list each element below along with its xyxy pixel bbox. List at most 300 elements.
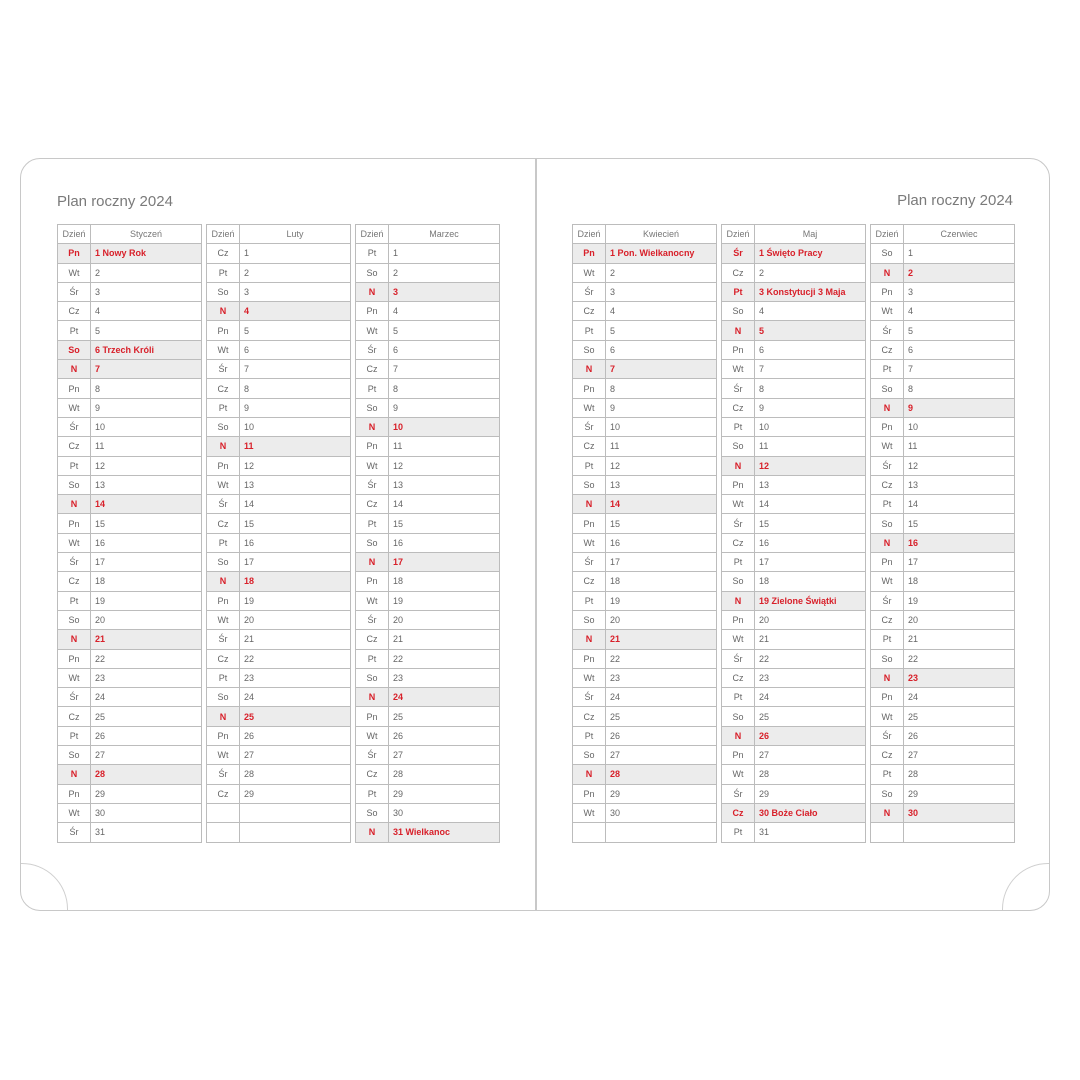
day-row [722, 726, 866, 745]
date-cell: 2 [389, 263, 500, 282]
day-row [573, 630, 717, 649]
date-cell: 18 [606, 572, 717, 591]
date-cell: 9 [606, 398, 717, 417]
day-row [207, 572, 351, 591]
day-row [722, 379, 866, 398]
weekday-cell: Śr [722, 514, 755, 533]
date-cell: 21 [606, 630, 717, 649]
weekday-cell: Śr [573, 282, 606, 301]
day-row [573, 668, 717, 687]
date-cell: 17 [91, 553, 202, 572]
weekday-cell: So [573, 340, 606, 359]
weekday-cell: Pn [573, 784, 606, 803]
date-cell: 1 [904, 244, 1015, 263]
month-name: Czerwiec [904, 225, 1015, 244]
date-cell: 13 [389, 475, 500, 494]
day-row [58, 610, 202, 629]
date-cell: 2 [755, 263, 866, 282]
date-cell: 19 Zielone Świątki [755, 591, 866, 610]
weekday-cell: Cz [58, 707, 91, 726]
date-cell: 15 [606, 514, 717, 533]
weekday-cell: So [58, 746, 91, 765]
date-cell: 19 [606, 591, 717, 610]
date-cell: 27 [606, 746, 717, 765]
date-cell: 23 [606, 668, 717, 687]
day-row [356, 475, 500, 494]
book-spine [535, 159, 537, 910]
weekday-cell: Wt [722, 630, 755, 649]
date-cell: 24 [606, 688, 717, 707]
day-row [58, 244, 202, 263]
date-cell: 7 [755, 360, 866, 379]
weekday-cell: Pt [722, 823, 755, 842]
date-cell: 1 [389, 244, 500, 263]
date-cell: 16 [755, 533, 866, 552]
day-row [207, 746, 351, 765]
corner-arc-right [1002, 863, 1050, 911]
date-cell: 14 [240, 495, 351, 514]
date-cell: 3 [389, 282, 500, 301]
day-row [573, 823, 717, 842]
weekday-cell: Pt [722, 553, 755, 572]
day-row [871, 263, 1015, 282]
day-row [722, 533, 866, 552]
weekday-cell: N [356, 688, 389, 707]
month-header-row [871, 225, 1015, 244]
date-cell: 19 [91, 591, 202, 610]
weekday-cell: Cz [207, 514, 240, 533]
date-cell: 24 [240, 688, 351, 707]
date-cell: 29 [904, 784, 1015, 803]
day-row [207, 553, 351, 572]
day-row [58, 379, 202, 398]
date-cell: 18 [389, 572, 500, 591]
day-row [58, 360, 202, 379]
planner-spread [20, 158, 1050, 911]
day-row [356, 495, 500, 514]
day-row [722, 495, 866, 514]
day-row [573, 591, 717, 610]
day-row [722, 591, 866, 610]
date-cell: 25 [606, 707, 717, 726]
date-cell: 10 [240, 417, 351, 436]
weekday-cell: Śr [356, 746, 389, 765]
date-cell: 4 [606, 302, 717, 321]
day-row [573, 282, 717, 301]
day-row [356, 514, 500, 533]
date-cell: 27 [904, 746, 1015, 765]
weekday-cell: Wt [573, 668, 606, 687]
day-row [58, 707, 202, 726]
month-table-styczen [57, 224, 202, 843]
date-cell: 29 [91, 784, 202, 803]
date-cell: 30 [606, 803, 717, 822]
date-cell: 4 [389, 302, 500, 321]
date-cell: 13 [240, 475, 351, 494]
date-cell: 20 [389, 610, 500, 629]
date-cell: 12 [606, 456, 717, 475]
day-column-header: Dzień [207, 225, 240, 244]
day-row [871, 746, 1015, 765]
date-cell: 6 [389, 340, 500, 359]
day-row [356, 263, 500, 282]
date-cell: 22 [606, 649, 717, 668]
date-cell: 15 [240, 514, 351, 533]
day-row [871, 610, 1015, 629]
day-row [356, 437, 500, 456]
date-cell: 27 [240, 746, 351, 765]
month-name: Maj [755, 225, 866, 244]
date-cell: 31 [755, 823, 866, 842]
day-row [871, 495, 1015, 514]
weekday-cell: Pt [356, 244, 389, 263]
day-row [207, 784, 351, 803]
month-header-row [207, 225, 351, 244]
day-row [573, 707, 717, 726]
date-cell: 17 [755, 553, 866, 572]
date-cell: 25 [91, 707, 202, 726]
month-name: Styczeń [91, 225, 202, 244]
date-cell: 19 [240, 591, 351, 610]
day-row [573, 553, 717, 572]
date-cell: 15 [389, 514, 500, 533]
date-cell: 10 [755, 417, 866, 436]
date-cell: 9 [389, 398, 500, 417]
day-row [356, 321, 500, 340]
day-row [871, 823, 1015, 842]
weekday-cell [207, 823, 240, 842]
day-row [573, 244, 717, 263]
day-row [356, 823, 500, 842]
date-cell: 30 Boże Ciało [755, 803, 866, 822]
date-cell [606, 823, 717, 842]
date-cell: 18 [904, 572, 1015, 591]
weekday-cell: Cz [573, 707, 606, 726]
day-row [58, 688, 202, 707]
day-column-header: Dzień [722, 225, 755, 244]
day-row [871, 437, 1015, 456]
weekday-cell: Wt [207, 610, 240, 629]
day-row [722, 437, 866, 456]
date-cell: 8 [904, 379, 1015, 398]
date-cell: 29 [606, 784, 717, 803]
weekday-cell [207, 803, 240, 822]
weekday-cell: N [722, 321, 755, 340]
date-cell: 2 [240, 263, 351, 282]
weekday-cell: Cz [871, 610, 904, 629]
date-cell: 28 [755, 765, 866, 784]
date-cell: 13 [91, 475, 202, 494]
date-cell: 14 [91, 495, 202, 514]
date-cell: 4 [240, 302, 351, 321]
day-row [573, 649, 717, 668]
day-column-header: Dzień [58, 225, 91, 244]
date-cell: 13 [606, 475, 717, 494]
month-table-maj [721, 224, 866, 843]
day-row [356, 630, 500, 649]
page-title-left: Plan roczny 2024 [57, 193, 173, 210]
weekday-cell: So [356, 668, 389, 687]
date-cell: 11 [240, 437, 351, 456]
weekday-cell: N [58, 360, 91, 379]
day-row [722, 688, 866, 707]
day-row [573, 475, 717, 494]
day-row [722, 244, 866, 263]
date-cell: 26 [91, 726, 202, 745]
day-row [573, 340, 717, 359]
day-row [722, 668, 866, 687]
day-column-header: Dzień [356, 225, 389, 244]
weekday-cell: So [58, 340, 91, 359]
date-cell: 16 [606, 533, 717, 552]
weekday-cell: Śr [573, 553, 606, 572]
weekday-cell: Śr [58, 417, 91, 436]
weekday-cell: Śr [573, 688, 606, 707]
date-cell: 18 [91, 572, 202, 591]
date-cell: 20 [91, 610, 202, 629]
day-row [356, 398, 500, 417]
weekday-cell: Pt [58, 591, 91, 610]
day-row [207, 263, 351, 282]
date-cell: 7 [904, 360, 1015, 379]
day-row [722, 784, 866, 803]
weekday-cell: So [871, 514, 904, 533]
date-cell: 30 [389, 803, 500, 822]
day-row [573, 784, 717, 803]
date-cell: 21 [240, 630, 351, 649]
day-row [871, 398, 1015, 417]
date-cell: 5 [904, 321, 1015, 340]
weekday-cell: Cz [573, 437, 606, 456]
weekday-cell: Pn [207, 321, 240, 340]
weekday-cell: Wt [58, 533, 91, 552]
date-cell: 2 [606, 263, 717, 282]
day-row [356, 282, 500, 301]
weekday-cell: Śr [58, 823, 91, 842]
date-cell: 23 [755, 668, 866, 687]
weekday-cell: Pt [722, 282, 755, 301]
day-row [871, 726, 1015, 745]
day-row [356, 726, 500, 745]
month-table-luty [206, 224, 351, 843]
weekday-cell: Cz [58, 572, 91, 591]
day-row [573, 417, 717, 436]
weekday-cell: N [58, 765, 91, 784]
day-row [356, 707, 500, 726]
weekday-cell: Pn [58, 379, 91, 398]
date-cell: 11 [755, 437, 866, 456]
day-row [58, 630, 202, 649]
day-row [207, 765, 351, 784]
day-row [722, 514, 866, 533]
weekday-cell: Cz [722, 533, 755, 552]
day-row [58, 803, 202, 822]
day-row [871, 360, 1015, 379]
weekday-cell: Wt [356, 591, 389, 610]
day-row [722, 707, 866, 726]
date-cell: 6 [606, 340, 717, 359]
day-row [356, 360, 500, 379]
weekday-cell: Wt [722, 765, 755, 784]
date-cell: 18 [755, 572, 866, 591]
day-row [356, 379, 500, 398]
date-cell: 8 [389, 379, 500, 398]
day-row [58, 649, 202, 668]
day-row [207, 244, 351, 263]
day-row [356, 803, 500, 822]
day-row [207, 649, 351, 668]
weekday-cell: So [58, 475, 91, 494]
date-cell: 17 [606, 553, 717, 572]
date-cell: 10 [904, 417, 1015, 436]
weekday-cell: Pt [356, 514, 389, 533]
weekday-cell: Cz [871, 340, 904, 359]
day-row [58, 553, 202, 572]
weekday-cell: Śr [573, 417, 606, 436]
date-cell: 7 [91, 360, 202, 379]
weekday-cell: Pn [58, 649, 91, 668]
date-cell: 16 [389, 533, 500, 552]
weekday-cell: Wt [58, 398, 91, 417]
date-cell: 31 Wielkanoc [389, 823, 500, 842]
weekday-cell: Cz [871, 746, 904, 765]
date-cell: 5 [240, 321, 351, 340]
date-cell: 10 [389, 417, 500, 436]
date-cell: 7 [240, 360, 351, 379]
day-row [573, 688, 717, 707]
weekday-cell: Pt [573, 456, 606, 475]
date-cell: 5 [91, 321, 202, 340]
date-cell: 26 [389, 726, 500, 745]
weekday-cell: Śr [722, 784, 755, 803]
date-cell: 11 [904, 437, 1015, 456]
day-row [356, 302, 500, 321]
weekday-cell: Pt [58, 321, 91, 340]
day-row [722, 263, 866, 282]
weekday-cell: Śr [356, 610, 389, 629]
day-row [356, 746, 500, 765]
weekday-cell: Wt [871, 572, 904, 591]
day-row [356, 553, 500, 572]
weekday-cell: N [573, 495, 606, 514]
date-cell: 3 [91, 282, 202, 301]
date-cell: 23 [91, 668, 202, 687]
date-cell: 19 [389, 591, 500, 610]
date-cell: 28 [91, 765, 202, 784]
date-cell: 17 [904, 553, 1015, 572]
date-cell: 4 [755, 302, 866, 321]
date-cell: 28 [606, 765, 717, 784]
weekday-cell: Cz [207, 244, 240, 263]
date-cell: 21 [91, 630, 202, 649]
month-name: Marzec [389, 225, 500, 244]
weekday-cell: So [722, 572, 755, 591]
date-cell: 7 [389, 360, 500, 379]
weekday-cell: So [573, 610, 606, 629]
weekday-cell: Cz [356, 765, 389, 784]
date-cell: 22 [91, 649, 202, 668]
day-row [871, 591, 1015, 610]
weekday-cell: Cz [207, 649, 240, 668]
date-cell: 16 [240, 533, 351, 552]
date-cell: 4 [904, 302, 1015, 321]
date-cell: 20 [240, 610, 351, 629]
weekday-cell: Cz [207, 784, 240, 803]
month-table-kwiecien [572, 224, 717, 843]
weekday-cell: Śr [871, 591, 904, 610]
weekday-cell: Pt [871, 360, 904, 379]
weekday-cell: Śr [356, 475, 389, 494]
weekday-cell [573, 823, 606, 842]
day-row [573, 803, 717, 822]
day-row [58, 398, 202, 417]
day-row [58, 572, 202, 591]
day-row [356, 765, 500, 784]
date-cell: 17 [389, 553, 500, 572]
day-row [58, 302, 202, 321]
weekday-cell: Śr [207, 495, 240, 514]
weekday-cell: Pn [356, 437, 389, 456]
date-cell: 6 Trzech Króli [91, 340, 202, 359]
day-row [207, 302, 351, 321]
day-row [722, 823, 866, 842]
weekday-cell: Pt [207, 398, 240, 417]
date-cell: 24 [389, 688, 500, 707]
weekday-cell: So [871, 784, 904, 803]
weekday-cell: Pt [356, 379, 389, 398]
weekday-cell: Pn [58, 784, 91, 803]
weekday-cell: N [356, 417, 389, 436]
day-column-header: Dzień [871, 225, 904, 244]
weekday-cell: Cz [58, 437, 91, 456]
day-row [207, 533, 351, 552]
day-row [356, 610, 500, 629]
day-row [722, 649, 866, 668]
weekday-cell: N [573, 765, 606, 784]
date-cell: 3 [606, 282, 717, 301]
weekday-cell: Wt [573, 533, 606, 552]
day-row [871, 456, 1015, 475]
date-cell: 23 [240, 668, 351, 687]
weekday-cell: Pn [207, 456, 240, 475]
day-row [356, 417, 500, 436]
date-cell: 16 [904, 533, 1015, 552]
weekday-cell: So [356, 533, 389, 552]
date-cell: 1 [240, 244, 351, 263]
weekday-cell: Wt [58, 263, 91, 282]
day-row [58, 823, 202, 842]
weekday-cell: Pt [871, 765, 904, 784]
day-row [871, 553, 1015, 572]
weekday-cell: So [722, 707, 755, 726]
weekday-cell: Cz [573, 572, 606, 591]
day-row [207, 610, 351, 629]
day-row [722, 572, 866, 591]
date-cell: 4 [91, 302, 202, 321]
weekday-cell: Śr [58, 688, 91, 707]
date-cell: 23 [389, 668, 500, 687]
day-row [207, 282, 351, 301]
day-row [207, 591, 351, 610]
date-cell: 1 Święto Pracy [755, 244, 866, 263]
weekday-cell: Pt [722, 688, 755, 707]
date-cell: 30 [91, 803, 202, 822]
weekday-cell: Wt [722, 360, 755, 379]
weekday-cell: N [356, 282, 389, 301]
date-cell: 29 [389, 784, 500, 803]
weekday-cell: So [356, 398, 389, 417]
date-cell: 1 Nowy Rok [91, 244, 202, 263]
